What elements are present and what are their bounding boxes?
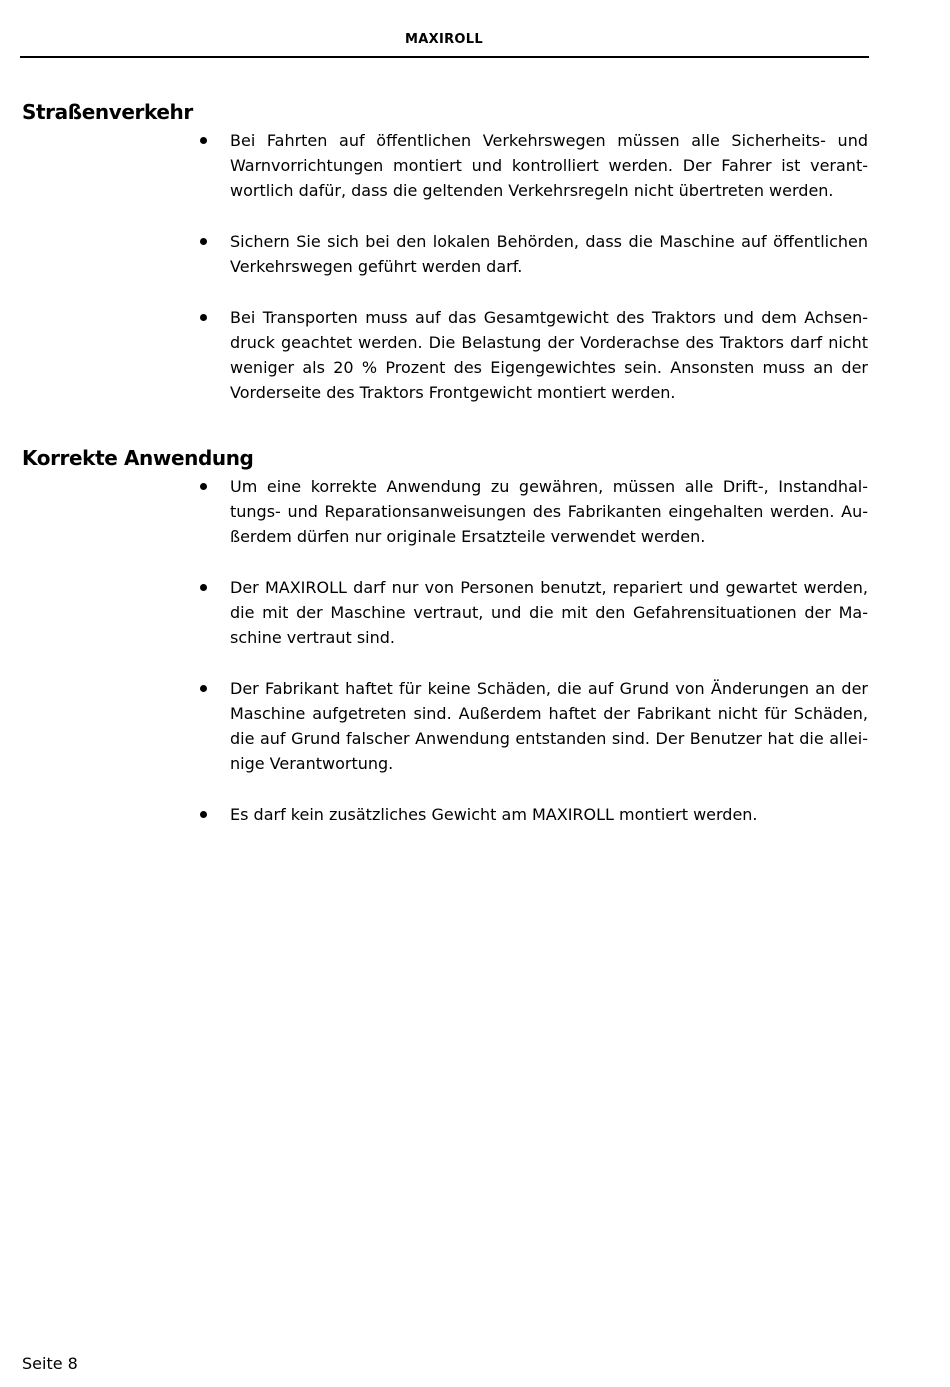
list-item-text: Sichern Sie sich bei den lokalen Behörden, dass die Maschine auf öffentlichen Verkehrswegen geführt werden darf. (230, 232, 868, 276)
list-item-text: Bei Fahrten auf öffentlichen Verkehrswegen müssen alle Sicherheits- und Warnvorrichtungen montiert und kontrolliert werden. Der Fahrer ist verantwortlich dafür, dass die geltenden Verkehrsregeln nicht übertreten werden. (230, 131, 868, 200)
list-item-text: Der Fabrikant haftet für keine Schäden, die auf Grund von Änderungen an der Maschine aufgetreten sind. Außerdem haftet der Fabrikant nicht für Schäden, die auf Grund falscher Anwendung entstanden sind. Der Benutzer hat die alleinige Verantwortung. (230, 679, 868, 773)
page-number: Seite 8 (22, 1354, 78, 1373)
list-item (198, 229, 868, 279)
list-item-text: Es darf kein zusätzliches Gewicht am MAXIROLL montiert werden. (230, 805, 758, 824)
list-item (198, 802, 868, 827)
list-item-text: Bei Transporten muss auf das Gesamtgewicht des Traktors und dem Achsendruck geachtet werden. Die Belastung der Vorderachse des Traktors darf nicht weniger als 20 % Prozent des Eigengewichtes sein. Ansonsten muss an der Vorderseite des Traktors Frontgewicht montiert werden. (230, 308, 868, 402)
bullet-icon (200, 483, 207, 490)
bullet-icon (200, 584, 207, 591)
list-item (198, 575, 868, 650)
bullet-icon (200, 238, 207, 245)
bullet-icon (200, 137, 207, 144)
bullet-list (198, 128, 868, 431)
list-item (198, 474, 868, 549)
list-item (198, 676, 868, 776)
list-item (198, 305, 868, 405)
list-item-text: Der MAXIROLL darf nur von Personen benutzt, repariert und gewartet werden, die mit der Maschine vertraut, und die mit den Gefahrensituationen der Maschine vertraut sind. (230, 578, 868, 647)
bullet-icon (200, 685, 207, 692)
bullet-list (198, 474, 868, 853)
document-header-title: MAXIROLL (405, 32, 483, 47)
bullet-icon (200, 314, 207, 321)
section-heading: Straßenverkehr (22, 100, 193, 124)
list-item (198, 128, 868, 203)
bullet-icon (200, 811, 207, 818)
section-heading: Korrekte Anwendung (22, 446, 254, 470)
list-item-text: Um eine korrekte Anwendung zu gewähren, müssen alle Drift-, Instandhaltungs- und Reparationsanweisungen des Fabrikanten eingehalten werden. Außerdem dürfen nur originale Ersatzteile verwendet werden. (230, 477, 868, 546)
header-divider (20, 56, 869, 58)
